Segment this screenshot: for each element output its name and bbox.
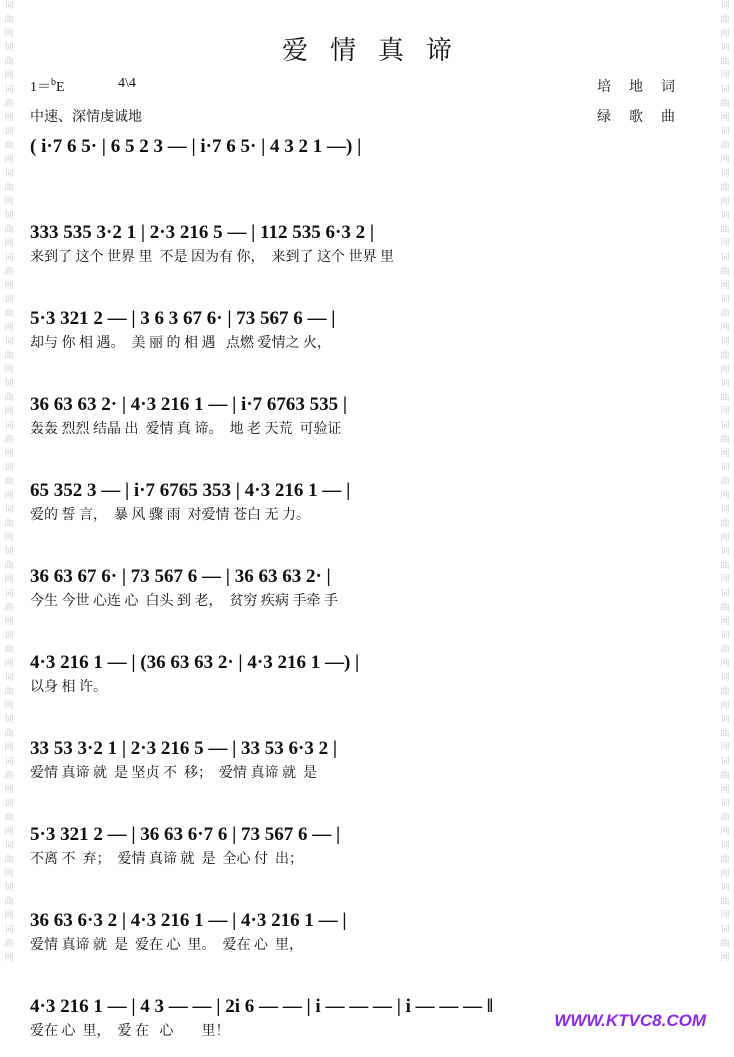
lyrics-line: 轰轰 烈烈 结晶 出 爱情 真 谛。 地 老 天荒 可验证 — [30, 422, 342, 437]
side-watermark-char: 网 — [720, 952, 730, 962]
side-watermark-char: 曲 — [4, 224, 14, 234]
key-signature — [30, 76, 65, 96]
lyrics-line: 不离 不 弃； 爱情 真谛 就 是 全心 付 出； — [30, 852, 303, 867]
side-watermark-char: 词 — [4, 798, 14, 808]
side-watermark-char: 网 — [720, 784, 730, 794]
side-watermark-char: 网 — [720, 448, 730, 458]
side-watermark-char: 网 — [4, 280, 14, 290]
side-watermark-char: 词 — [720, 798, 730, 808]
side-watermark-char: 曲 — [720, 770, 730, 780]
side-watermark-char: 网 — [4, 154, 14, 164]
side-watermark-char: 曲 — [4, 56, 14, 66]
lyrics-line: 爱情 真谛 就 是 坚贞 不 移； 爱情 真谛 就 是 — [30, 766, 317, 781]
notation-line: 36 63 63 2· | 4·3 216 1 — | i·7 6763 535 | — [30, 394, 348, 415]
side-watermark-char: 曲 — [720, 308, 730, 318]
notation-line: 5·3 321 2 — | 3 6 3 67 6· | 73 567 6 — | — [30, 308, 336, 329]
score-line — [30, 649, 706, 699]
side-watermark-char: 曲 — [720, 182, 730, 192]
side-watermark-char: 词 — [4, 0, 14, 10]
side-watermark-char: 曲 — [4, 938, 14, 948]
side-watermark-char: 网 — [720, 70, 730, 80]
lyrics-line: 今生 今世 心连 心 白头 到 老， 贫穷 疾病 手牵 手 — [30, 594, 338, 609]
score-line — [30, 907, 706, 957]
side-watermark-char: 网 — [720, 406, 730, 416]
side-watermark-char: 网 — [4, 574, 14, 584]
lyrics-line: 却与 你 相 遇。 美 丽 的 相 遇 点燃 爱情之 火， — [30, 336, 331, 351]
side-watermark-char: 曲 — [4, 896, 14, 906]
side-watermark-char: 曲 — [720, 644, 730, 654]
side-watermark-char: 网 — [720, 28, 730, 38]
side-watermark-char: 曲 — [720, 98, 730, 108]
side-watermark-char: 曲 — [720, 224, 730, 234]
side-watermark-char: 词 — [720, 924, 730, 934]
side-watermark-char: 网 — [720, 742, 730, 752]
side-watermark-char: 词 — [720, 0, 730, 10]
side-watermark-char: 曲 — [4, 392, 14, 402]
lyrics-line: 爱的 誓 言， 暴 风 骤 雨 对爱情 苍白 无 力。 — [30, 508, 310, 523]
side-watermark-char: 网 — [4, 784, 14, 794]
notation-line: 5·3 321 2 — | 36 63 6·7 6 | 73 567 6 — | — [30, 824, 341, 845]
side-watermark-char: 词 — [4, 210, 14, 220]
side-watermark-char: 词 — [4, 546, 14, 556]
side-watermark-char: 曲 — [4, 182, 14, 192]
side-watermark-char: 词 — [720, 294, 730, 304]
side-watermark-char: 词 — [4, 336, 14, 346]
score-line — [30, 821, 706, 871]
side-watermark-char: 曲 — [4, 602, 14, 612]
side-watermark-char: 曲 — [4, 476, 14, 486]
side-watermark-char: 词 — [720, 714, 730, 724]
side-watermark-char: 网 — [4, 658, 14, 668]
side-watermark-char: 网 — [4, 112, 14, 122]
key-prefix: 1＝ — [30, 80, 51, 95]
side-watermark-char: 词 — [720, 504, 730, 514]
side-watermark-char: 词 — [4, 84, 14, 94]
side-watermark-char: 词 — [720, 378, 730, 388]
side-watermark-char: 曲 — [720, 140, 730, 150]
side-watermark-char: 曲 — [4, 560, 14, 570]
side-watermark-char: 词 — [4, 294, 14, 304]
side-watermark-char: 词 — [4, 126, 14, 136]
lyrics-line: 爱在 心 里， 爱 在 心 里！ — [30, 1024, 230, 1039]
side-watermark-char: 网 — [720, 322, 730, 332]
side-watermark-char: 曲 — [4, 434, 14, 444]
side-watermark-char: 网 — [720, 238, 730, 248]
side-watermark-char: 网 — [720, 154, 730, 164]
lyrics-line: 爱情 真谛 就 是 爱在 心 里。 爱在 心 里， — [30, 938, 303, 953]
side-watermark-char: 词 — [720, 462, 730, 472]
side-watermark-char: 网 — [4, 532, 14, 542]
side-watermark-char: 曲 — [720, 812, 730, 822]
side-watermark-char: 曲 — [720, 854, 730, 864]
side-watermark-char: 网 — [720, 616, 730, 626]
side-watermark-char: 曲 — [4, 308, 14, 318]
side-watermark-char: 曲 — [720, 728, 730, 738]
side-watermark-char: 词 — [720, 336, 730, 346]
side-watermark-char: 曲 — [4, 812, 14, 822]
side-watermark-char: 网 — [720, 868, 730, 878]
side-watermark-char: 网 — [720, 532, 730, 542]
side-watermark-char: 曲 — [4, 98, 14, 108]
side-watermark-right — [718, 0, 732, 1057]
score-line — [30, 391, 706, 441]
side-watermark-char: 曲 — [720, 686, 730, 696]
side-watermark-char: 词 — [720, 672, 730, 682]
notation-line: 65 352 3 — | i·7 6765 353 | 4·3 216 1 — | — [30, 480, 351, 501]
side-watermark-char: 词 — [4, 840, 14, 850]
notation-line: ( i·7 6 5· | 6 5 2 3 — | i·7 6 5· | 4 3 2 1 —) | — [30, 136, 362, 157]
side-watermark-char: 曲 — [720, 476, 730, 486]
side-watermark-char: 网 — [720, 700, 730, 710]
side-watermark-char: 网 — [4, 196, 14, 206]
side-watermark-char: 曲 — [720, 938, 730, 948]
side-watermark-char: 词 — [4, 42, 14, 52]
notation-line: 33 53 3·2 1 | 2·3 216 5 — | 33 53 6·3 2 | — [30, 738, 338, 759]
side-watermark-left — [2, 0, 16, 1057]
side-watermark-char: 词 — [4, 378, 14, 388]
side-watermark-char: 网 — [720, 112, 730, 122]
site-watermark: WWW.KTVC8.COM — [554, 1011, 706, 1030]
notation-line: 333 535 3·2 1 | 2·3 216 5 — | 112 535 6·3 2 | — [30, 222, 375, 243]
side-watermark-char: 曲 — [720, 266, 730, 276]
side-watermark-char: 曲 — [4, 686, 14, 696]
side-watermark-char: 词 — [4, 168, 14, 178]
side-watermark-char: 网 — [720, 280, 730, 290]
side-watermark-char: 词 — [720, 840, 730, 850]
song-title: 爱情真谛 — [281, 36, 474, 65]
side-watermark-char: 网 — [4, 826, 14, 836]
side-watermark-char: 词 — [4, 252, 14, 262]
side-watermark-char: 词 — [4, 462, 14, 472]
composer-credit: 绿歌曲 — [597, 110, 693, 125]
side-watermark-char: 词 — [720, 756, 730, 766]
side-watermark-char: 词 — [720, 882, 730, 892]
side-watermark-char: 词 — [720, 210, 730, 220]
side-watermark-char: 曲 — [4, 350, 14, 360]
lyrics-line — [30, 161, 706, 183]
side-watermark-char: 曲 — [720, 56, 730, 66]
side-watermark-char: 曲 — [720, 560, 730, 570]
side-watermark-char: 词 — [4, 588, 14, 598]
side-watermark-char: 词 — [720, 168, 730, 178]
side-watermark-char: 词 — [4, 630, 14, 640]
side-watermark-char: 网 — [4, 364, 14, 374]
side-watermark-char: 网 — [4, 910, 14, 920]
side-watermark-char: 网 — [4, 490, 14, 500]
side-watermark-char: 网 — [4, 70, 14, 80]
side-watermark-char: 词 — [720, 126, 730, 136]
side-watermark-char: 曲 — [720, 518, 730, 528]
side-watermark-char: 词 — [4, 420, 14, 430]
notation-line: 36 63 67 6· | 73 567 6 — | 36 63 63 2· | — [30, 566, 331, 587]
score-line — [30, 133, 706, 183]
score-line — [30, 305, 706, 355]
side-watermark-char: 曲 — [720, 350, 730, 360]
score-line — [30, 219, 706, 269]
side-watermark-char: 词 — [720, 546, 730, 556]
side-watermark-char: 曲 — [720, 896, 730, 906]
lyricist-credit: 培地词 — [597, 80, 693, 95]
notation-line: 4·3 216 1 — | (36 63 63 2· | 4·3 216 1 —) | — [30, 652, 360, 673]
side-watermark-char: 网 — [4, 742, 14, 752]
side-watermark-char: 曲 — [4, 644, 14, 654]
time-signature: 4\4 — [118, 76, 136, 91]
side-watermark-char: 词 — [4, 756, 14, 766]
side-watermark-char: 词 — [720, 420, 730, 430]
side-watermark-char: 网 — [720, 826, 730, 836]
side-watermark-char: 网 — [4, 406, 14, 416]
side-watermark-char: 网 — [720, 364, 730, 374]
side-watermark-char: 词 — [720, 84, 730, 94]
score-line — [30, 477, 706, 527]
lyrics-line: 以身 相 许。 — [30, 680, 107, 695]
side-watermark-char: 词 — [4, 924, 14, 934]
side-watermark-char: 词 — [720, 630, 730, 640]
notation-line: 4·3 216 1 — | 4 3 — — | 2i 6 — — | i — — — | i — — — ‖ — [30, 996, 494, 1017]
side-watermark-char: 网 — [720, 910, 730, 920]
tempo-mark: 中速、深情虔诚地 — [30, 110, 142, 125]
side-watermark-char: 词 — [4, 504, 14, 514]
side-watermark-char: 曲 — [720, 434, 730, 444]
side-watermark-char: 曲 — [720, 392, 730, 402]
side-watermark-char: 网 — [4, 28, 14, 38]
side-watermark-char: 网 — [4, 700, 14, 710]
side-watermark-char: 曲 — [4, 14, 14, 24]
side-watermark-char: 曲 — [4, 770, 14, 780]
side-watermark-char: 网 — [720, 196, 730, 206]
side-watermark-char: 曲 — [4, 140, 14, 150]
score-line — [30, 563, 706, 613]
lyrics-line: 来到了 这个 世界 里 不是 因为有 你， 来到了 这个 世界 里 — [30, 250, 394, 265]
side-watermark-char: 曲 — [720, 602, 730, 612]
key-note: E — [56, 80, 65, 95]
side-watermark-char: 网 — [720, 658, 730, 668]
side-watermark-char: 词 — [720, 42, 730, 52]
side-watermark-char: 词 — [720, 588, 730, 598]
side-watermark-char: 网 — [720, 490, 730, 500]
side-watermark-char: 网 — [4, 322, 14, 332]
side-watermark-char: 词 — [4, 882, 14, 892]
side-watermark-char: 网 — [4, 616, 14, 626]
side-watermark-char: 网 — [4, 868, 14, 878]
score-line — [30, 735, 706, 785]
notation-line: 36 63 6·3 2 | 4·3 216 1 — | 4·3 216 1 — | — [30, 910, 347, 931]
side-watermark-char: 曲 — [4, 854, 14, 864]
side-watermark-char: 词 — [4, 714, 14, 724]
side-watermark-char: 词 — [720, 252, 730, 262]
side-watermark-char: 曲 — [4, 518, 14, 528]
side-watermark-char: 网 — [4, 952, 14, 962]
side-watermark-char: 网 — [4, 448, 14, 458]
side-watermark-char: 词 — [4, 672, 14, 682]
side-watermark-char: 网 — [4, 238, 14, 248]
side-watermark-char: 曲 — [720, 14, 730, 24]
key-flat: b — [51, 77, 56, 88]
side-watermark-char: 曲 — [4, 728, 14, 738]
side-watermark-char: 曲 — [4, 266, 14, 276]
side-watermark-char: 网 — [720, 574, 730, 584]
